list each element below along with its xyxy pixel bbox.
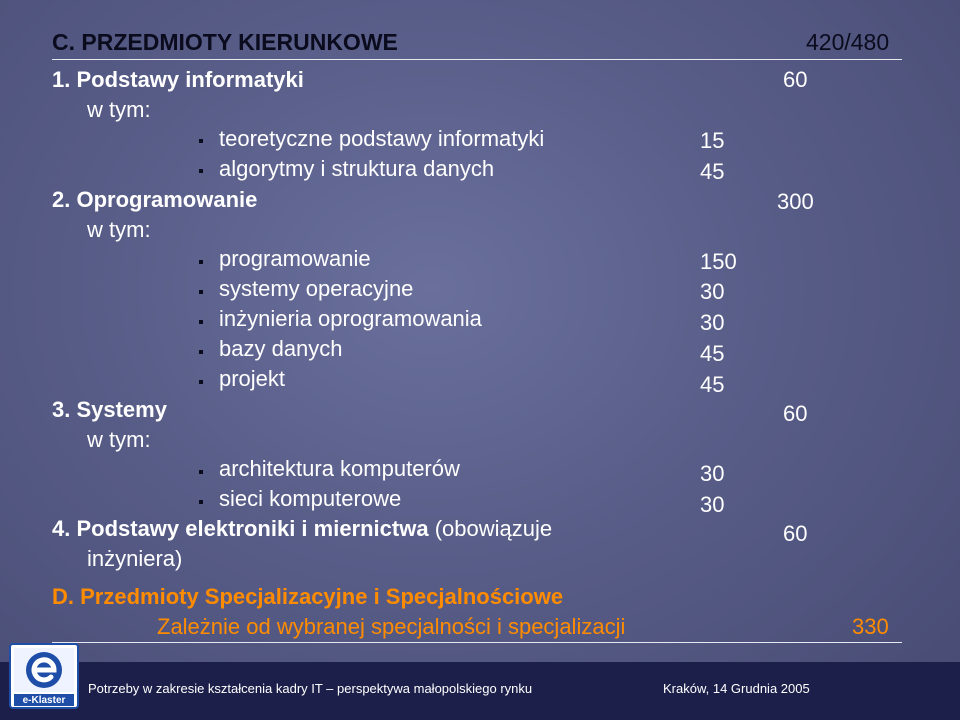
subject-total: 60 (783, 521, 808, 546)
subject-title-continuation: inżyniera) (87, 546, 183, 571)
bullet-icon (199, 500, 203, 504)
bullet-icon (199, 169, 203, 173)
list-item-label: programowanie (219, 246, 371, 271)
list-item-value: 30 (700, 310, 725, 335)
list-item-value: 30 (700, 461, 725, 486)
bullet-icon (199, 380, 203, 384)
section-total: 420/480 (806, 29, 890, 55)
logo-text: e-Klaster (22, 695, 66, 706)
specialization-total: 330 (852, 614, 889, 639)
list-item-label: bazy danych (219, 336, 343, 361)
specialization-subtitle: Zależnie od wybranej specjalności i specjalizacji (157, 614, 626, 639)
list-item-label: inżynieria oprogramowania (219, 306, 482, 331)
bullet-icon (199, 470, 203, 474)
list-item-value: 45 (700, 372, 725, 397)
list-item-value: 45 (700, 341, 725, 366)
list-item-value: 30 (700, 492, 725, 517)
list-item-value: 15 (700, 128, 725, 153)
subject-title: 1. Podstawy informatyki (52, 67, 304, 92)
list-item-label: algorytmy i struktura danych (219, 156, 495, 181)
header-divider (52, 59, 902, 60)
specialization-title: D. Przedmioty Specjalizacyjne i Specjalnościowe (52, 584, 564, 609)
subject-title: 3. Systemy (52, 397, 167, 422)
subject-total: 60 (783, 401, 808, 426)
bullet-icon (199, 260, 203, 264)
subject-title: 2. Oprogramowanie (52, 187, 258, 212)
list-item-label: architektura komputerów (219, 456, 460, 481)
subject-total: 300 (777, 189, 814, 214)
subject-title: 4. Podstawy elektroniki i miernictwa (obowiązuje (52, 516, 553, 541)
list-item-label: systemy operacyjne (219, 276, 414, 301)
bullet-icon (199, 139, 203, 143)
subject-total: 60 (783, 67, 808, 92)
list-item-value: 150 (700, 249, 737, 274)
bullet-icon (199, 290, 203, 294)
section-title: C. PRZEDMIOTY KIERUNKOWE (52, 29, 398, 55)
list-item-value: 30 (700, 279, 725, 304)
list-item-value: 45 (700, 159, 725, 184)
bullet-icon (199, 320, 203, 324)
footer-date: Kraków, 14 Grudnia 2005 (663, 681, 810, 696)
bullet-icon (199, 350, 203, 354)
subject-subtitle: w tym: (87, 97, 151, 122)
subject-subtitle: w tym: (87, 427, 151, 452)
footer-divider (52, 642, 902, 643)
e-klaster-logo (8, 642, 80, 710)
footer-caption: Potrzeby w zakresie kształcenia kadry IT – perspektywa małopolskiego rynku (88, 681, 533, 696)
list-item-label: teoretyczne podstawy informatyki (219, 126, 545, 151)
list-item-label: sieci komputerowe (219, 486, 402, 511)
list-item-label: projekt (219, 366, 286, 391)
subject-subtitle: w tym: (87, 217, 151, 242)
